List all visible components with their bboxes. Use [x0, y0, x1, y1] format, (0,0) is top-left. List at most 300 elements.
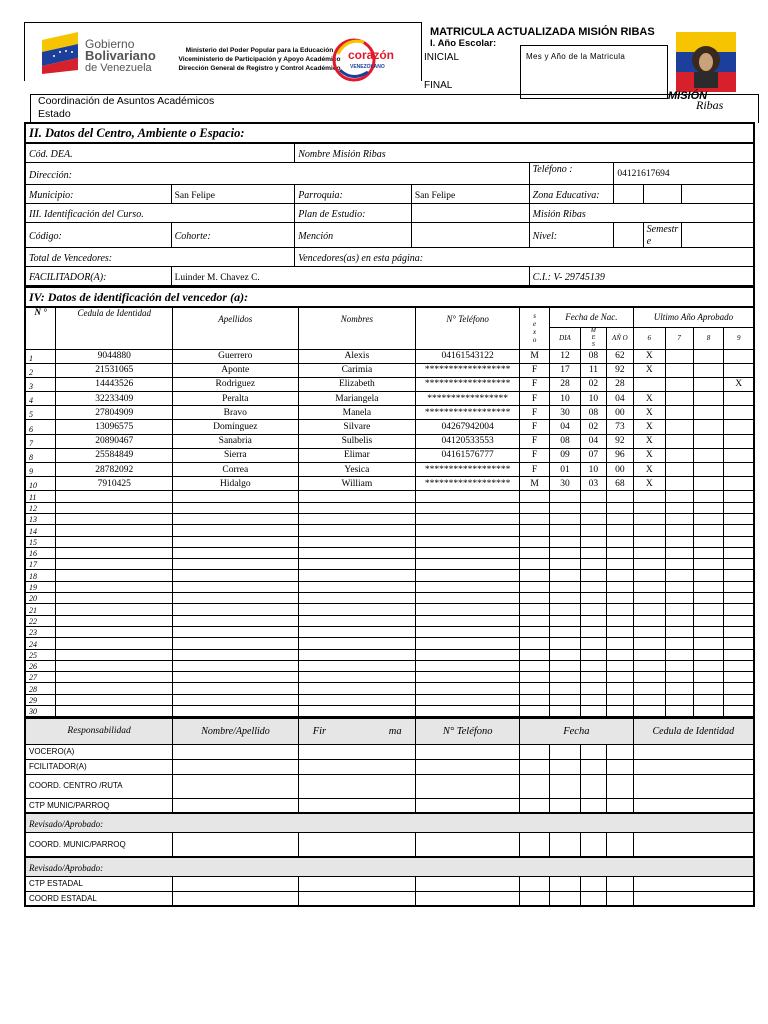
row-number: 1: [25, 349, 56, 363]
cell-dia: [550, 706, 581, 717]
student-row: [25, 559, 754, 570]
cell-grade-9: [724, 448, 754, 462]
h-nombres: Nombres: [340, 314, 373, 324]
coord-line1: Coordinación de Asuntos Académicos: [38, 95, 215, 107]
cell-apellido: [173, 570, 299, 581]
cell-apellido: [173, 626, 299, 637]
section-iv-table: [24, 287, 755, 718]
cell-telefono: [416, 525, 520, 536]
cell-grade-9: [724, 615, 754, 626]
codigo-label: Código:: [29, 231, 62, 242]
cell-grade-6: [633, 660, 665, 671]
parroquia-label: Parroquia:: [298, 190, 343, 201]
cell-mes: 07: [580, 448, 606, 462]
nombre-mision-label: Nombre Misión Ribas: [298, 149, 386, 160]
cell-mes: 02: [580, 377, 606, 391]
cell-telefono: [416, 694, 520, 705]
cell-grade-9: [724, 525, 754, 536]
cell-telefono: ******************: [416, 406, 520, 420]
cell-grade-9: [724, 672, 754, 683]
cell-grade-6: X: [633, 448, 665, 462]
cell-nombre: [298, 706, 416, 717]
municipio-value: San Felipe: [174, 191, 215, 201]
student-row: [25, 706, 754, 717]
student-row: [25, 377, 754, 391]
cell-cedula: [56, 660, 173, 671]
cell-nombre: [298, 604, 416, 615]
section-ii-title: II. Datos del Centro, Ambiente o Espacio:: [29, 126, 245, 140]
student-row: [25, 593, 754, 604]
cell-nombre: Elimar: [298, 448, 416, 462]
cell-ano: [606, 593, 633, 604]
revisado-label: Revisado/Aprobado:: [29, 819, 104, 830]
cell-sexo: [520, 626, 550, 637]
cell-sexo: [520, 536, 550, 547]
cell-telefono: [416, 593, 520, 604]
cell-cedula: 32233409: [56, 392, 173, 406]
cell-sexo: F: [520, 406, 550, 420]
cell-grade-9: [724, 420, 754, 434]
cell-grade-7: [665, 536, 693, 547]
parroquia-value: San Felipe: [414, 191, 456, 201]
cell-nombre: Yesica: [298, 463, 416, 477]
cell-nombre: William: [298, 477, 416, 491]
cell-apellido: Correa: [173, 463, 299, 477]
ci-value: C.I.: V- 29745139: [532, 272, 605, 283]
cell-ano: [606, 615, 633, 626]
cell-dia: [550, 626, 581, 637]
cell-sexo: F: [520, 463, 550, 477]
anio-escolar: I. Año Escolar:: [430, 38, 497, 49]
cell-ano: [606, 513, 633, 524]
cell-dia: 10: [550, 392, 581, 406]
cell-telefono: [416, 626, 520, 637]
cell-ano: [606, 547, 633, 558]
cell-cedula: [56, 559, 173, 570]
cell-apellido: [173, 694, 299, 705]
cell-grade-9: [724, 638, 754, 649]
cell-ano: [606, 706, 633, 717]
cell-telefono: [416, 672, 520, 683]
cell-sexo: [520, 660, 550, 671]
cell-grade-7: [665, 525, 693, 536]
cell-mes: [580, 536, 606, 547]
cell-telefono: [416, 502, 520, 513]
row-number: 3: [25, 377, 56, 391]
cell-mes: 10: [580, 463, 606, 477]
cell-nombre: [298, 660, 416, 671]
cell-telefono: 04161576777: [416, 448, 520, 462]
student-row: [25, 660, 754, 671]
cell-apellido: [173, 536, 299, 547]
cell-cedula: [56, 525, 173, 536]
cell-telefono: 04267942004: [416, 420, 520, 434]
cell-grade-6: [633, 559, 665, 570]
cell-grade-6: X: [633, 420, 665, 434]
cell-sexo: [520, 593, 550, 604]
cell-grade-8: [693, 502, 724, 513]
cell-dia: 08: [550, 434, 581, 448]
cell-apellido: [173, 502, 299, 513]
h-grade-8: 8: [706, 334, 711, 342]
ministry-line: Dirección General de Registro y Control Académico: [178, 65, 341, 72]
cell-grade-8: [693, 581, 724, 592]
cell-nombre: Mariangela: [298, 392, 416, 406]
facilitador-label: FACILITADOR(A):: [29, 272, 107, 283]
sig-role: CTP ESTADAL: [29, 879, 83, 889]
row-number: 18: [25, 570, 56, 581]
row-number: 23: [25, 626, 56, 637]
row-number: 21: [25, 604, 56, 615]
student-row: [25, 420, 754, 434]
cell-nombre: [298, 694, 416, 705]
cell-grade-9: [724, 593, 754, 604]
cell-nombre: [298, 491, 416, 502]
cell-apellido: [173, 581, 299, 592]
cell-cedula: 27804909: [56, 406, 173, 420]
cell-ano: [606, 694, 633, 705]
cell-grade-7: [665, 491, 693, 502]
cell-ano: [606, 683, 633, 694]
cell-ano: 62: [606, 349, 633, 363]
cell-sexo: F: [520, 420, 550, 434]
row-number: 8: [25, 448, 56, 462]
student-row: [25, 491, 754, 502]
cell-mes: [580, 581, 606, 592]
sig-role: COORD ESTADAL: [29, 894, 97, 904]
cell-grade-9: [724, 581, 754, 592]
cell-grade-8: [693, 463, 724, 477]
cell-grade-6: [633, 491, 665, 502]
h-ultimo: Ultimo Año Aprobado: [653, 311, 734, 322]
cell-grade-8: [693, 672, 724, 683]
cell-grade-8: [693, 491, 724, 502]
final-label: FINAL: [424, 80, 453, 91]
gob-line2: Bolivariano: [85, 48, 156, 63]
cell-sexo: [520, 672, 550, 683]
cell-grade-9: X: [724, 377, 754, 391]
cell-dia: [550, 559, 581, 570]
cell-grade-7: [665, 626, 693, 637]
cell-cedula: [56, 570, 173, 581]
cell-mes: [580, 649, 606, 660]
cell-grade-6: X: [633, 349, 665, 363]
h-num: N °: [34, 307, 47, 317]
cell-grade-6: [633, 593, 665, 604]
cell-telefono: ******************: [416, 463, 520, 477]
cell-dia: [550, 615, 581, 626]
row-number: 25: [25, 649, 56, 660]
cell-grade-7: [665, 547, 693, 558]
cell-grade-9: [724, 547, 754, 558]
h-telefono: N° Teléfono: [446, 314, 489, 324]
cell-cedula: [56, 615, 173, 626]
cell-grade-8: [693, 434, 724, 448]
cell-grade-8: [693, 638, 724, 649]
cell-sexo: [520, 559, 550, 570]
cell-nombre: Silvare: [298, 420, 416, 434]
cell-grade-8: [693, 513, 724, 524]
cell-grade-6: [633, 604, 665, 615]
cell-telefono: [416, 536, 520, 547]
cell-apellido: Rodriguez: [173, 377, 299, 391]
cell-nombre: [298, 570, 416, 581]
cell-ano: 00: [606, 406, 633, 420]
cell-dia: [550, 683, 581, 694]
h-ano: AÑ O: [611, 334, 628, 342]
cell-apellido: [173, 672, 299, 683]
row-number: 7: [25, 434, 56, 448]
cell-grade-9: [724, 706, 754, 717]
cell-ano: [606, 626, 633, 637]
cell-grade-9: [724, 434, 754, 448]
cell-grade-7: [665, 706, 693, 717]
h-grade-9: 9: [736, 334, 741, 342]
cell-cedula: 21531065: [56, 363, 173, 377]
nivel-label: Nivel:: [532, 231, 558, 242]
student-row: [25, 525, 754, 536]
corazon-logo: [330, 34, 394, 84]
form-page: [24, 22, 755, 907]
zona-label: Zona Educativa:: [532, 190, 600, 201]
cell-grade-6: [633, 683, 665, 694]
venezuela-flag-icon: [40, 30, 80, 74]
semestre-label: Semestr e: [646, 224, 679, 247]
cell-grade-6: [633, 570, 665, 581]
cell-ano: 04: [606, 392, 633, 406]
cell-grade-8: [693, 626, 724, 637]
cell-grade-8: [693, 363, 724, 377]
gob-line3: de Venezuela: [85, 62, 152, 74]
cell-dia: 28: [550, 377, 581, 391]
cell-grade-9: [724, 694, 754, 705]
cell-nombre: Carimia: [298, 363, 416, 377]
cell-grade-8: [693, 525, 724, 536]
cell-nombre: [298, 559, 416, 570]
cell-grade-8: [693, 604, 724, 615]
student-row: [25, 406, 754, 420]
cell-cedula: 14443526: [56, 377, 173, 391]
cell-dia: 30: [550, 406, 581, 420]
cell-telefono: [416, 547, 520, 558]
identificacion-label: III. Identificación del Curso.: [29, 209, 144, 220]
cell-dia: [550, 581, 581, 592]
mencion-label: Mención: [298, 231, 334, 242]
cell-dia: [550, 547, 581, 558]
row-number: 24: [25, 638, 56, 649]
cell-telefono: [416, 660, 520, 671]
cell-apellido: Hidalgo: [173, 477, 299, 491]
cell-apellido: [173, 559, 299, 570]
sig-h-telefono: N° Teléfono: [442, 725, 493, 737]
cell-mes: [580, 706, 606, 717]
cell-apellido: [173, 683, 299, 694]
cell-sexo: [520, 638, 550, 649]
cell-grade-6: [633, 377, 665, 391]
cell-mes: 08: [580, 349, 606, 363]
cell-telefono: ******************: [416, 363, 520, 377]
cell-ano: [606, 604, 633, 615]
cell-grade-6: [633, 626, 665, 637]
row-number: 14: [25, 525, 56, 536]
cell-dia: [550, 593, 581, 604]
cell-grade-7: [665, 477, 693, 491]
cell-cedula: 20890467: [56, 434, 173, 448]
student-rows: [25, 349, 754, 717]
cell-sexo: [520, 581, 550, 592]
cell-grade-7: [665, 559, 693, 570]
cell-grade-8: [693, 570, 724, 581]
cell-dia: 30: [550, 477, 581, 491]
cell-ano: [606, 559, 633, 570]
cell-cedula: [56, 593, 173, 604]
row-number: 4: [25, 392, 56, 406]
cell-grade-7: [665, 377, 693, 391]
cell-grade-7: [665, 420, 693, 434]
revisado-label: Revisado/Aprobado:: [29, 862, 104, 873]
cell-ano: [606, 581, 633, 592]
cell-dia: [550, 672, 581, 683]
cell-telefono: [416, 604, 520, 615]
cell-grade-9: [724, 570, 754, 581]
cell-sexo: [520, 649, 550, 660]
cell-cedula: [56, 581, 173, 592]
cell-sexo: [520, 706, 550, 717]
row-number: 22: [25, 615, 56, 626]
cell-grade-9: [724, 392, 754, 406]
sig-h-resp: Responsabilidad: [67, 726, 131, 737]
student-row: [25, 626, 754, 637]
municipio-label: Municipio:: [29, 190, 74, 201]
cell-grade-7: [665, 604, 693, 615]
cell-sexo: F: [520, 448, 550, 462]
cell-dia: [550, 491, 581, 502]
telefono-label: Teléfono :: [532, 164, 573, 175]
cell-grade-7: [665, 502, 693, 513]
cell-telefono: [416, 559, 520, 570]
cell-mes: [580, 570, 606, 581]
cell-ano: 92: [606, 363, 633, 377]
cell-grade-8: [693, 660, 724, 671]
cell-grade-7: [665, 570, 693, 581]
cell-grade-9: [724, 406, 754, 420]
cell-cedula: [56, 604, 173, 615]
cell-apellido: [173, 604, 299, 615]
cell-telefono: [416, 513, 520, 524]
cell-apellido: [173, 593, 299, 604]
cell-grade-9: [724, 559, 754, 570]
cell-grade-7: [665, 463, 693, 477]
cell-mes: [580, 593, 606, 604]
cell-nombre: [298, 513, 416, 524]
cell-grade-9: [724, 349, 754, 363]
cell-mes: [580, 626, 606, 637]
cell-grade-6: [633, 502, 665, 513]
student-row: [25, 448, 754, 462]
row-number: 16: [25, 547, 56, 558]
ministry-line: Viceministerio de Participación y Apoyo Académico: [178, 56, 341, 63]
cell-apellido: [173, 706, 299, 717]
cell-sexo: [520, 491, 550, 502]
cell-dia: [550, 525, 581, 536]
row-number: 2: [25, 363, 56, 377]
h-grade-7: 7: [677, 334, 681, 342]
cell-grade-6: X: [633, 363, 665, 377]
mes-anio-label: Mes y Año de la Matricula: [526, 52, 626, 61]
row-number: 17: [25, 559, 56, 570]
corazon-sub: VENEZOLANO: [350, 64, 385, 70]
cell-ano: 28: [606, 377, 633, 391]
cell-apellido: [173, 638, 299, 649]
cell-apellido: [173, 615, 299, 626]
cell-cedula: [56, 626, 173, 637]
mision-text: MISIÓN: [668, 90, 708, 102]
cell-grade-8: [693, 349, 724, 363]
student-row: [25, 434, 754, 448]
cell-nombre: Sulbelis: [298, 434, 416, 448]
cell-grade-7: [665, 448, 693, 462]
cell-nombre: Manela: [298, 406, 416, 420]
row-number: 30: [25, 706, 56, 717]
doc-title: MATRICULA ACTUALIZADA MISIÓN RIBAS: [430, 26, 655, 38]
cell-ano: [606, 672, 633, 683]
cell-dia: 12: [550, 349, 581, 363]
cell-grade-7: [665, 649, 693, 660]
student-row: [25, 349, 754, 363]
cell-telefono: 04161543122: [416, 349, 520, 363]
row-number: 5: [25, 406, 56, 420]
cell-grade-8: [693, 547, 724, 558]
cell-telefono: 04120533553: [416, 434, 520, 448]
telefono-value: 04121617694: [617, 169, 670, 179]
cell-grade-7: [665, 593, 693, 604]
cell-mes: [580, 547, 606, 558]
cell-ano: 73: [606, 420, 633, 434]
cell-telefono: [416, 638, 520, 649]
cell-telefono: [416, 683, 520, 694]
student-row: [25, 477, 754, 491]
cell-cedula: [56, 672, 173, 683]
student-row: [25, 672, 754, 683]
cell-dia: [550, 502, 581, 513]
sig-h-nombre: Nombre/Apellido: [201, 725, 270, 737]
facilitador-value: Luinder M. Chavez C.: [174, 273, 260, 283]
cell-apellido: Peralta: [173, 392, 299, 406]
plan-value: Misión Ribas: [532, 209, 586, 220]
row-number: 19: [25, 581, 56, 592]
h-apellidos: Apellidos: [218, 314, 253, 324]
row-number: 28: [25, 683, 56, 694]
cell-mes: 04: [580, 434, 606, 448]
cell-grade-8: [693, 392, 724, 406]
cell-nombre: [298, 502, 416, 513]
cell-apellido: Aponte: [173, 363, 299, 377]
cell-nombre: [298, 626, 416, 637]
sig-h-firma: Fir ma: [312, 725, 402, 737]
row-number: 10: [25, 477, 56, 491]
student-row: [25, 502, 754, 513]
section-iv-title: IV: Datos de identificación del vencedor (a):: [29, 290, 249, 304]
row-number: 6: [25, 420, 56, 434]
student-row: [25, 615, 754, 626]
cell-mes: [580, 525, 606, 536]
cell-grade-6: [633, 672, 665, 683]
plan-label: Plan de Estudio:: [298, 209, 366, 220]
cell-mes: [580, 559, 606, 570]
cell-telefono: [416, 570, 520, 581]
cell-ano: [606, 570, 633, 581]
cell-grade-6: [633, 581, 665, 592]
